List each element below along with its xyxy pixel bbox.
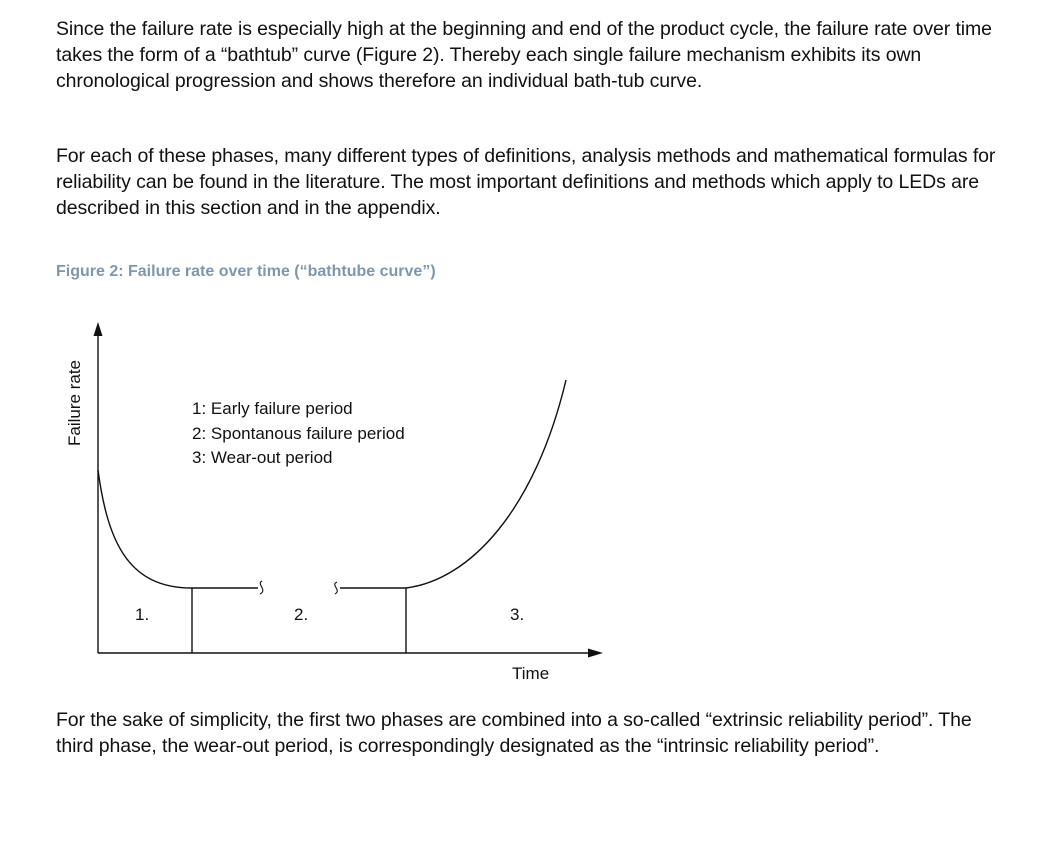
early-failure-curve xyxy=(98,470,192,588)
y-axis-arrow xyxy=(94,322,103,336)
x-axis-label: Time xyxy=(512,664,550,683)
legend-wear-out: 3: Wear-out period xyxy=(192,448,333,467)
paragraph-extrinsic-intrinsic: For the sake of simplicity, the first two phases are combined into a so-called “extrinsic reliability period”. The third phase, the wear-out period, is correspondingly designated as the “intrinsic reliability period”. xyxy=(56,709,972,757)
y-axis-label: Failure rate xyxy=(65,360,84,446)
paragraph-definitions: For each of these phases, many different types of definitions, analysis methods and mathematical formulas for reliability can be found in the literature. The most important definitions and methods which apply to LEDs are described in this section and in the appendix. xyxy=(56,145,996,219)
break-mark-right xyxy=(335,582,338,594)
break-mark-left xyxy=(260,581,263,594)
phase-label-3: 3. xyxy=(510,605,525,624)
phase-label-1: 1. xyxy=(135,605,150,624)
phase-label-2: 2. xyxy=(294,605,309,624)
x-axis-arrow xyxy=(588,649,603,658)
legend-spontaneous-failure: 2: Spontanous failure period xyxy=(192,424,405,443)
legend-early-failure: 1: Early failure period xyxy=(192,399,353,418)
paragraph-bathtub-intro: Since the failure rate is especially high at the beginning and end of the product cycle, the failure rate over time takes the form of a “bathtub” curve (Figure 2). Thereby each single failure mechanism exhibits its own chronological progression and shows therefore an individual bath-tub curve. xyxy=(56,18,992,92)
wear-out-curve xyxy=(406,380,566,588)
figure-caption: Figure 2: Failure rate over time (“bathtube curve”) xyxy=(56,263,436,280)
